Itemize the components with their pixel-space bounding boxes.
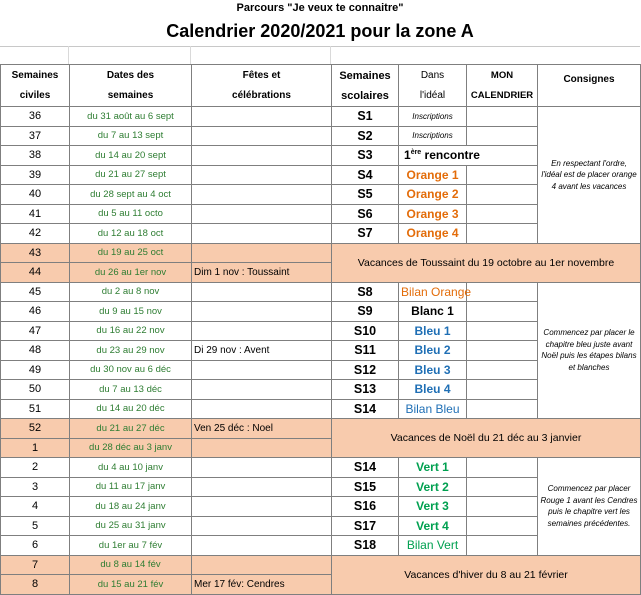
fete-cell — [192, 243, 332, 263]
my-calendar-cell[interactable] — [467, 341, 538, 361]
table-row — [1, 458, 641, 478]
week-dates: du 5 au 11 octo — [70, 204, 192, 224]
school-week: S13 — [332, 380, 399, 400]
ideal-cell: Vert 3 — [399, 497, 467, 517]
col-header-ideal: Dans l'idéal — [399, 65, 467, 107]
civil-week: 44 — [1, 263, 70, 283]
ideal-cell: Vert 1 — [399, 458, 467, 478]
civil-week: 46 — [1, 302, 70, 322]
civil-week: 39 — [1, 165, 70, 185]
school-week: S16 — [332, 497, 399, 517]
school-week: S3 — [332, 146, 399, 166]
school-week: S4 — [332, 165, 399, 185]
ideal-cell: Vert 4 — [399, 516, 467, 536]
fete-cell — [192, 438, 332, 458]
ideal-cell: Vert 2 — [399, 477, 467, 497]
ideal-cell: Orange 1 — [399, 165, 467, 185]
week-dates: du 2 au 8 nov — [70, 282, 192, 302]
fete-cell — [192, 224, 332, 244]
spacer-row — [0, 46, 640, 65]
civil-week: 1 — [1, 438, 70, 458]
col-header-dates: Dates des semaines — [70, 65, 192, 107]
table-row — [1, 282, 641, 302]
civil-week: 43 — [1, 243, 70, 263]
civil-week: 4 — [1, 497, 70, 517]
school-week: S14 — [332, 458, 399, 478]
my-calendar-cell[interactable] — [467, 321, 538, 341]
my-calendar-cell[interactable] — [467, 458, 538, 478]
consigne-orange: En respectant l'ordre, l'idéal est de placer orange 4 avant les vacances — [538, 107, 641, 244]
civil-week: 42 — [1, 224, 70, 244]
civil-week: 52 — [1, 419, 70, 439]
week-dates: du 19 au 25 oct — [70, 243, 192, 263]
civil-week: 8 — [1, 575, 70, 595]
parcours-subtitle: Parcours "Je veux te connaitre" — [236, 2, 404, 14]
fete-cell — [192, 477, 332, 497]
week-dates: du 18 au 24 janv — [70, 497, 192, 517]
fete-cell — [192, 107, 332, 127]
fete-cell — [192, 497, 332, 517]
fete-cell — [192, 126, 332, 146]
civil-week: 38 — [1, 146, 70, 166]
school-week: S7 — [332, 224, 399, 244]
vacances-noel: Vacances de Noël du 21 déc au 3 janvier — [332, 419, 641, 458]
vacances-hiver: Vacances d'hiver du 8 au 21 février — [332, 555, 641, 594]
week-dates: du 14 au 20 déc — [70, 399, 192, 419]
civil-week: 40 — [1, 185, 70, 205]
week-dates: du 4 au 10 janv — [70, 458, 192, 478]
civil-week: 3 — [1, 477, 70, 497]
school-week: S14 — [332, 399, 399, 419]
col-header-calendrier: MON CALENDRIER — [467, 65, 538, 107]
consigne-bleu: Commencez par placer le chapitre bleu juste avant Noël puis les étapes bilans et blanches — [538, 282, 641, 419]
week-dates: du 23 au 29 nov — [70, 341, 192, 361]
week-dates: du 7 au 13 déc — [70, 380, 192, 400]
my-calendar-cell[interactable] — [467, 516, 538, 536]
ideal-cell: Bleu 3 — [399, 360, 467, 380]
my-calendar-cell[interactable] — [467, 360, 538, 380]
fete-cell: Ven 25 déc : Noel — [192, 419, 332, 439]
ideal-cell: Blanc 1 — [399, 302, 467, 322]
ideal-cell: Bleu 4 — [399, 380, 467, 400]
fete-cell — [192, 321, 332, 341]
civil-week: 7 — [1, 555, 70, 575]
ideal-cell: Orange 2 — [399, 185, 467, 205]
col-header-fetes: Fêtes et célébrations — [192, 65, 332, 107]
civil-week: 5 — [1, 516, 70, 536]
week-dates: du 25 au 31 janv — [70, 516, 192, 536]
my-calendar-cell[interactable] — [467, 282, 538, 302]
week-dates: du 16 au 22 nov — [70, 321, 192, 341]
fete-cell — [192, 165, 332, 185]
col-header-civiles: Semaines civiles — [1, 65, 70, 107]
my-calendar-cell[interactable] — [467, 477, 538, 497]
school-week: S9 — [332, 302, 399, 322]
civil-week: 36 — [1, 107, 70, 127]
week-dates: du 9 au 15 nov — [70, 302, 192, 322]
fete-cell — [192, 360, 332, 380]
my-calendar-cell[interactable] — [467, 126, 538, 146]
school-week: S8 — [332, 282, 399, 302]
col-header-consignes: Consignes — [538, 65, 641, 107]
ideal-cell: Orange 3 — [399, 204, 467, 224]
week-dates: du 30 nov au 6 déc — [70, 360, 192, 380]
my-calendar-cell[interactable] — [467, 165, 538, 185]
fete-cell — [192, 399, 332, 419]
week-dates: du 11 au 17 janv — [70, 477, 192, 497]
school-week: S12 — [332, 360, 399, 380]
fete-cell: Di 29 nov : Avent — [192, 341, 332, 361]
school-week: S1 — [332, 107, 399, 127]
school-week: S2 — [332, 126, 399, 146]
fete-cell — [192, 302, 332, 322]
fete-cell — [192, 516, 332, 536]
week-dates: du 21 au 27 sept — [70, 165, 192, 185]
week-dates: du 12 au 18 oct — [70, 224, 192, 244]
week-dates: du 28 sept au 4 oct — [70, 185, 192, 205]
ideal-cell: Inscriptions — [399, 126, 467, 146]
week-dates: du 15 au 21 fév — [70, 575, 192, 595]
ideal-cell: Bilan Vert — [399, 536, 467, 556]
civil-week: 37 — [1, 126, 70, 146]
school-week: S5 — [332, 185, 399, 205]
ideal-cell: Bleu 2 — [399, 341, 467, 361]
vacances-toussaint: Vacances de Toussaint du 19 octobre au 1er novembre — [332, 243, 641, 282]
school-week: S10 — [332, 321, 399, 341]
ideal-cell: 1ère rencontre — [399, 146, 538, 166]
ideal-cell: Bilan Orange — [399, 282, 467, 302]
fete-cell — [192, 380, 332, 400]
my-calendar-cell[interactable] — [467, 204, 538, 224]
school-week: S6 — [332, 204, 399, 224]
school-week: S11 — [332, 341, 399, 361]
week-dates: du 26 au 1er nov — [70, 263, 192, 283]
week-dates: du 21 au 27 déc — [70, 419, 192, 439]
fete-cell: Dim 1 nov : Toussaint — [192, 263, 332, 283]
table-row — [1, 107, 641, 127]
civil-week: 41 — [1, 204, 70, 224]
my-calendar-cell[interactable] — [467, 380, 538, 400]
fete-cell — [192, 185, 332, 205]
week-dates: du 1er au 7 fév — [70, 536, 192, 556]
my-calendar-cell[interactable] — [467, 497, 538, 517]
ideal-cell: Bilan Bleu — [399, 399, 467, 419]
calendar-table — [0, 64, 641, 595]
col-header-scolaires: Semaines scolaires — [332, 65, 399, 107]
fete-cell — [192, 555, 332, 575]
my-calendar-cell[interactable] — [467, 185, 538, 205]
table-row-vacances — [1, 555, 641, 575]
school-week: S15 — [332, 477, 399, 497]
header-row — [1, 65, 641, 107]
fete-cell — [192, 282, 332, 302]
my-calendar-cell[interactable] — [467, 399, 538, 419]
table-row-vacances — [1, 243, 641, 263]
civil-week: 50 — [1, 380, 70, 400]
school-week: S18 — [332, 536, 399, 556]
civil-week: 51 — [1, 399, 70, 419]
page-title: Calendrier 2020/2021 pour la zone A — [0, 16, 640, 47]
week-dates: du 8 au 14 fév — [70, 555, 192, 575]
table-row-vacances — [1, 419, 641, 439]
civil-week: 2 — [1, 458, 70, 478]
consigne-vert: Commencez par placer Rouge 1 avant les Cendres puis le chapitre vert les semaines précédentes. — [538, 458, 641, 556]
fete-cell — [192, 146, 332, 166]
week-dates: du 7 au 13 sept — [70, 126, 192, 146]
school-week: S17 — [332, 516, 399, 536]
my-calendar-cell[interactable] — [467, 302, 538, 322]
civil-week: 45 — [1, 282, 70, 302]
ideal-cell: Orange 4 — [399, 224, 467, 244]
my-calendar-cell[interactable] — [467, 107, 538, 127]
civil-week: 6 — [1, 536, 70, 556]
fete-cell — [192, 458, 332, 478]
week-dates: du 28 déc au 3 janv — [70, 438, 192, 458]
week-dates: du 31 août au 6 sept — [70, 107, 192, 127]
fete-cell — [192, 204, 332, 224]
civil-week: 49 — [1, 360, 70, 380]
ideal-cell: Inscriptions — [399, 107, 467, 127]
fete-cell: Mer 17 fév: Cendres — [192, 575, 332, 595]
my-calendar-cell[interactable] — [467, 536, 538, 556]
civil-week: 47 — [1, 321, 70, 341]
fete-cell — [192, 536, 332, 556]
my-calendar-cell[interactable] — [467, 224, 538, 244]
week-dates: du 14 au 20 sept — [70, 146, 192, 166]
civil-week: 48 — [1, 341, 70, 361]
ideal-cell: Bleu 1 — [399, 321, 467, 341]
